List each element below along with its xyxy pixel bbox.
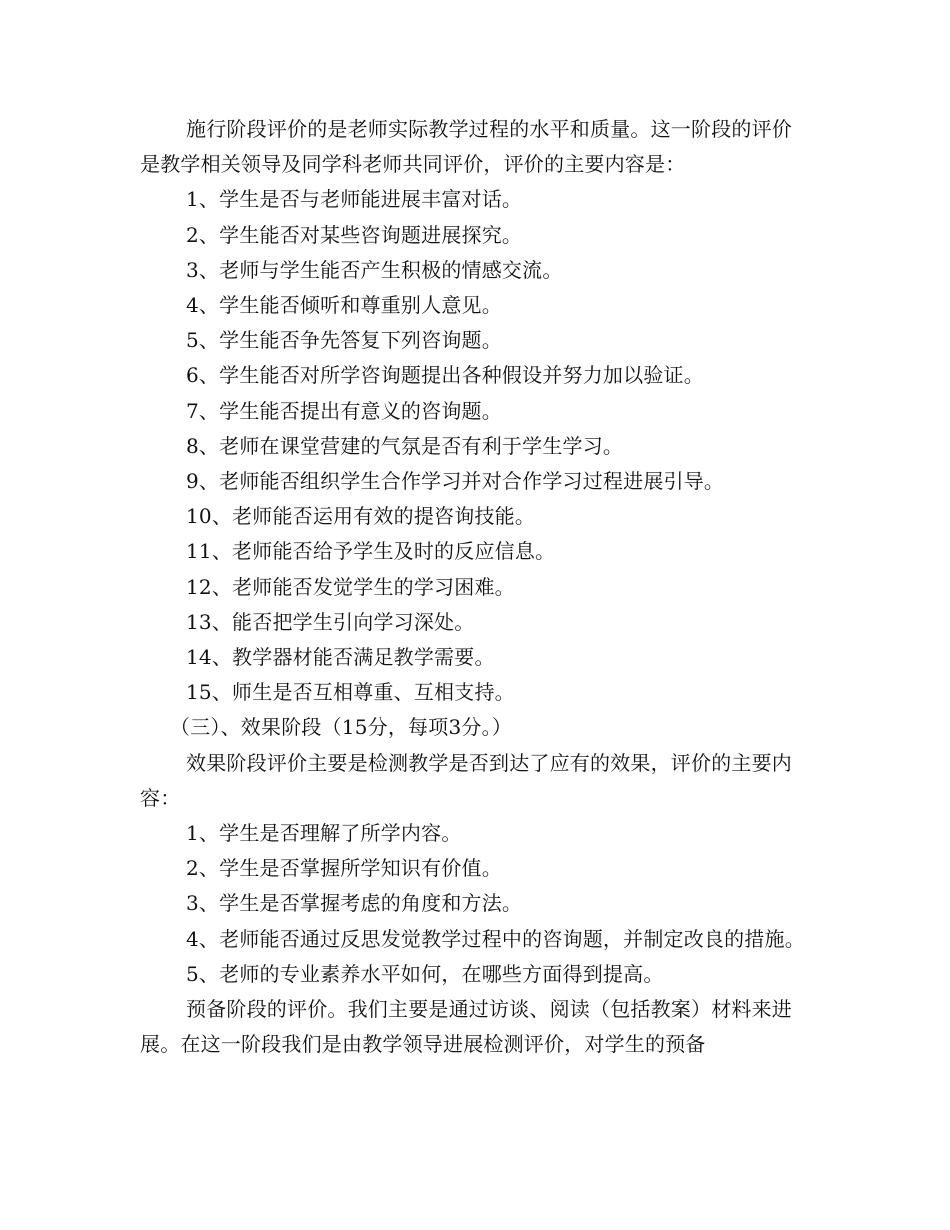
list-item: 13、能否把学生引向学习深处。 xyxy=(186,609,475,634)
effect-paragraph: 效果阶段评价主要是检测教学是否到达了应有的效果，评价的主要内容： xyxy=(140,750,792,810)
list-item: 8、老师在课堂营建的气氛是否有利于学生学习。 xyxy=(186,433,624,458)
list-item: 15、师生是否互相尊重、互相支持。 xyxy=(186,680,515,705)
list-item: 1、学生是否理解了所学内容。 xyxy=(186,821,462,846)
document-body xyxy=(140,112,812,1062)
prep-paragraph: 预备阶段的评价。我们主要是通过访谈、阅读（包括教案）材料来进展。在这一阶段我们是由教学领导进展检测评价，对学生的预备 xyxy=(140,997,792,1057)
section-heading: （三）、效果阶段（15分，每项3分。） xyxy=(170,715,512,740)
intro-paragraph: 施行阶段评价的是老师实际教学过程的水平和质量。这一阶段的评价是教学相关领导及同学科老师共同评价，评价的主要内容是： xyxy=(140,117,792,177)
list-item: 12、老师能否发觉学生的学习困难。 xyxy=(186,574,515,599)
list-item: 14、教学器材能否满足教学需要。 xyxy=(186,645,495,670)
list-item: 2、学生是否掌握所学知识有价值。 xyxy=(186,856,502,881)
list-item: 7、学生能否提出有意义的咨询题。 xyxy=(186,398,502,423)
list-item: 3、老师与学生能否产生积极的情感交流。 xyxy=(186,257,563,282)
list-item: 6、学生能否对所学咨询题提出各种假设并努力加以验证。 xyxy=(186,363,704,388)
list-item: 9、老师能否组织学生合作学习并对合作学习过程进展引导。 xyxy=(186,469,725,494)
list-item: 2、学生能否对某些咨询题进展探究。 xyxy=(186,222,523,247)
list-item: 1、学生是否与老师能进展丰富对话。 xyxy=(186,187,523,212)
list-item: 5、老师的专业素养水平如何，在哪些方面得到提高。 xyxy=(186,961,664,986)
list-item: 4、老师能否通过反思发觉教学过程中的咨询题，并制定改良的措施。 xyxy=(186,926,805,951)
list-item: 10、老师能否运用有效的提咨询技能。 xyxy=(186,504,536,529)
list-item: 5、学生能否争先答复下列咨询题。 xyxy=(186,328,502,353)
list-item: 4、学生能否倾听和尊重别人意见。 xyxy=(186,293,502,318)
list-item: 11、老师能否给予学生及时的反应信息。 xyxy=(186,539,556,564)
list-item: 3、学生是否掌握考虑的角度和方法。 xyxy=(186,891,523,916)
